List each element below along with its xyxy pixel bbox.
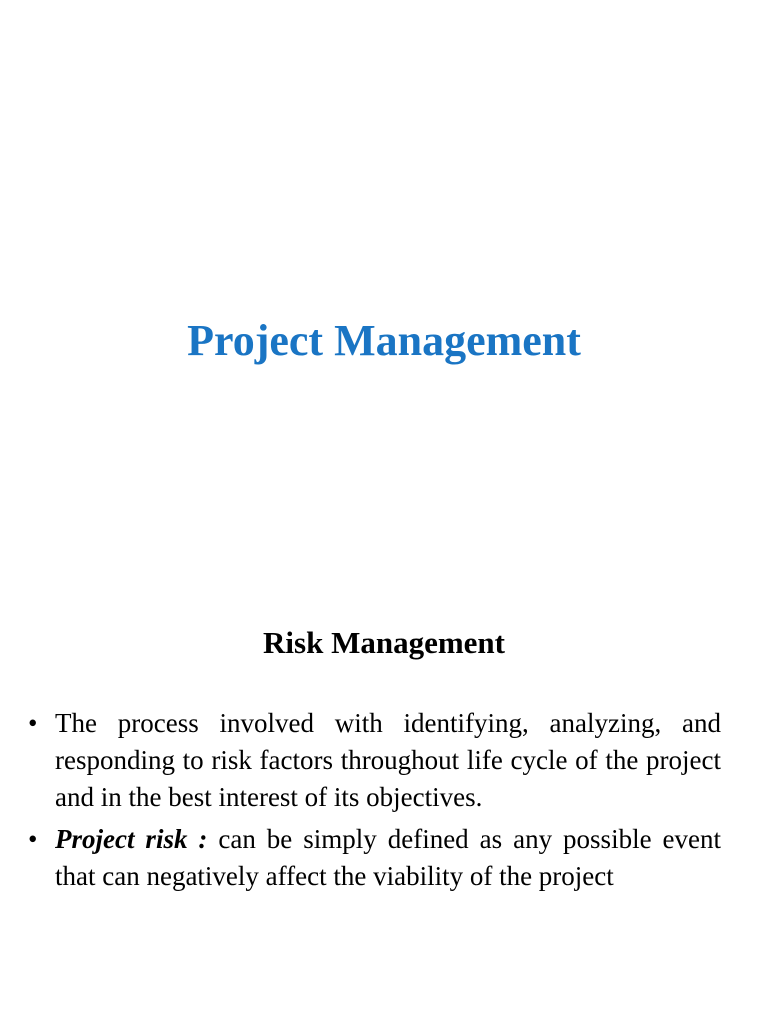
bullet-text: The process involved with identifying, analyzing, and responding to risk factors throughout life cycle of the project and in the best interest of its objectives.	[55, 708, 721, 812]
section-heading: Risk Management	[263, 625, 505, 660]
bullet-term: Project risk :	[55, 824, 208, 854]
bullet-item-process	[28, 705, 721, 816]
bullet-list	[28, 705, 721, 900]
bullet-icon: •	[28, 708, 38, 738]
slide-title: Project Management	[187, 316, 581, 365]
bullet-item-project-risk	[28, 821, 721, 895]
bullet-text: can be simply defined as any possible event that can negatively affect the viability of the project	[55, 824, 721, 891]
bullet-icon: •	[28, 824, 38, 854]
